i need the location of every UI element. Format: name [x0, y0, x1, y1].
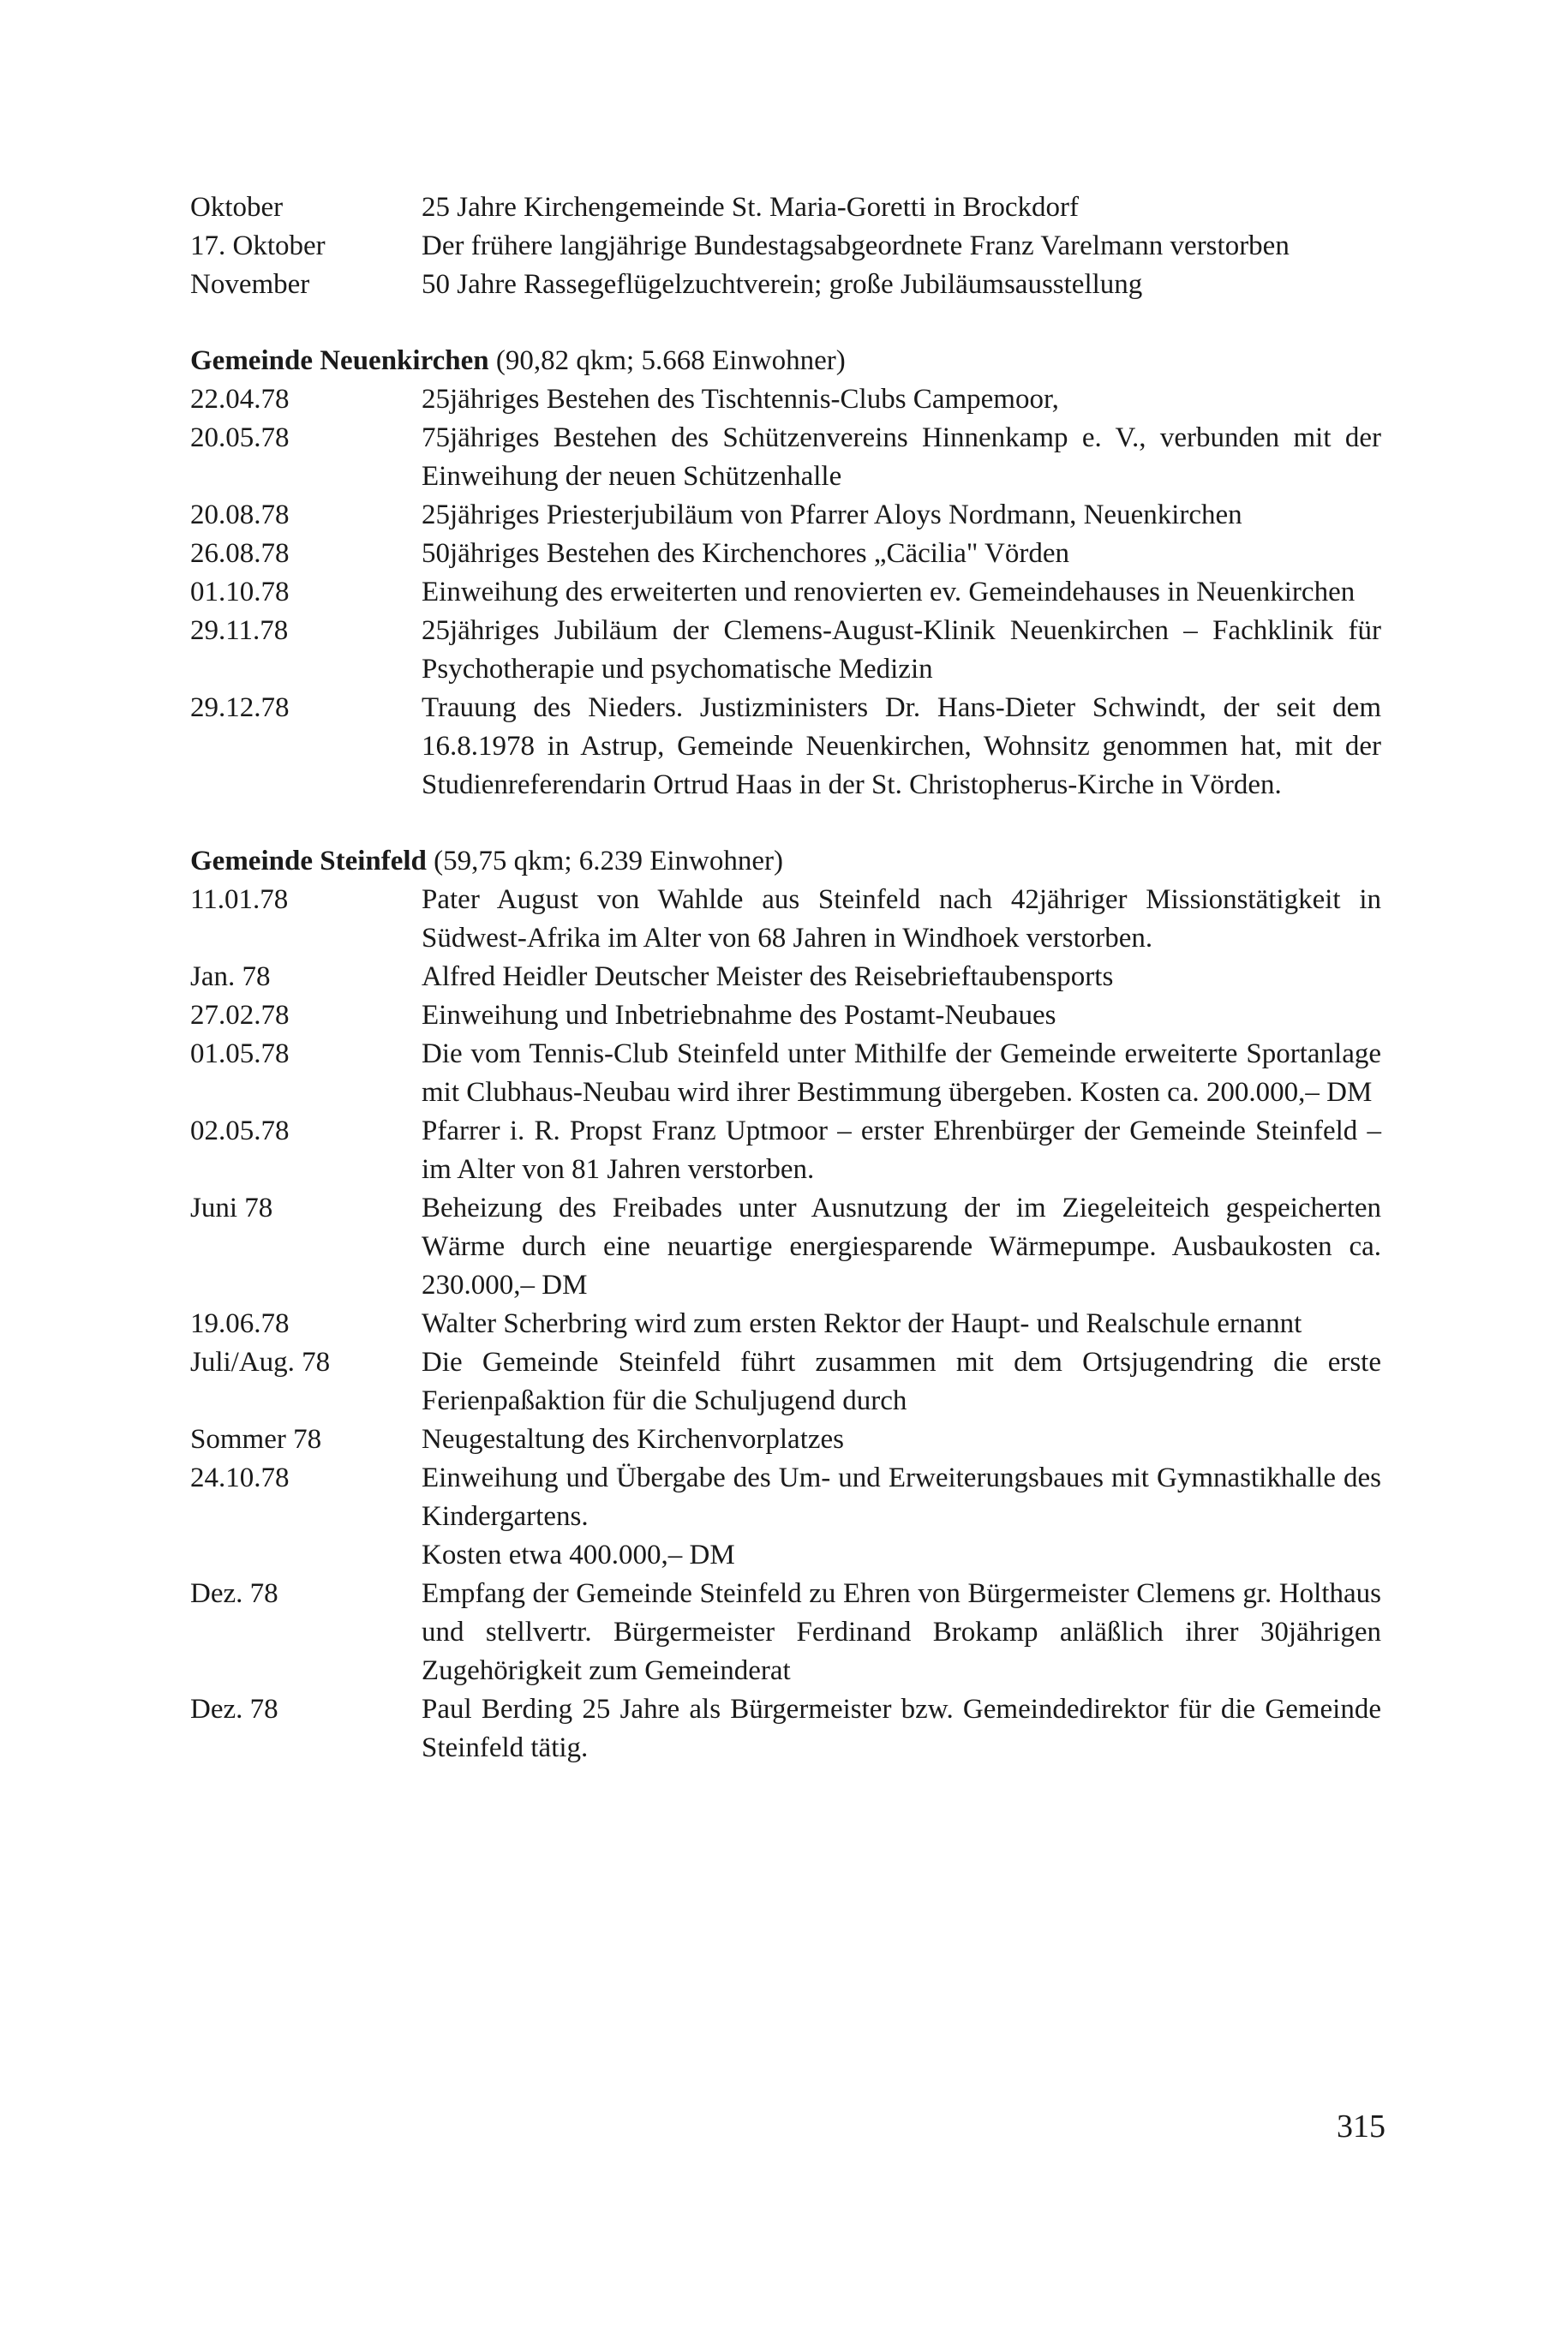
entry-date: Juni 78	[190, 1193, 273, 1223]
entry	[190, 1421, 1390, 1459]
entry-date: 17. Oktober	[190, 230, 326, 261]
entry-date: 20.05.78	[190, 422, 290, 453]
entry-text: Pater August von Wahlde aus Steinfeld nach 42jähriger Missionstätigkeit in Südwest-Afrika im Alter von 68 Jahren in Windhoek verstorben.	[422, 884, 1381, 954]
entry	[190, 266, 1390, 304]
entry-text: Einweihung und Inbetriebnahme des Postamt-Neubaues	[422, 1000, 1056, 1031]
entry-text: Die vom Tennis-Club Steinfeld unter Mithilfe der Gemeinde erweiterte Sportanlage mit Clubhaus-Neubau wird ihrer Bestimmung übergeben. Kosten ca. 200.000,– DM	[422, 1038, 1381, 1108]
entry-text: 50 Jahre Rassegeflügelzuchtverein; große Jubiläumsausstellung	[422, 269, 1143, 300]
entry-text: 25jähriges Bestehen des Tischtennis-Clubs Campemoor,	[422, 384, 1059, 415]
entry-text: Alfred Heidler Deutscher Meister des Reisebrieftaubensports	[422, 961, 1114, 992]
entry	[190, 881, 1390, 958]
entry-text-line: Einweihung und Übergabe des Um- und Erweiterungsbaues mit Gymnastikhalle des Kindergartens.	[422, 1463, 1381, 1532]
entry-text: 75jähriges Bestehen des Schützenvereins Hinnenkamp e. V., verbunden mit der Einweihung der neuen Schützenhalle	[422, 422, 1381, 492]
entry-date: 20.08.78	[190, 499, 290, 530]
entry-date: Juli/Aug. 78	[190, 1347, 331, 1378]
entry-date: Dez. 78	[190, 1578, 278, 1609]
entry-date: 11.01.78	[190, 884, 289, 915]
entry-date: 26.08.78	[190, 538, 290, 569]
entry-text: Beheizung des Freibades unter Ausnutzung der im Ziegeleiteich gespeicherten Wärme durch eine neuartige energiesparende Wärmepumpe. Ausbaukosten ca. 230.000,– DM	[422, 1193, 1381, 1301]
entry	[190, 188, 1390, 227]
entry-date: 29.11.78	[190, 615, 289, 646]
heading-info: (59,75 qkm; 6.239 Einwohner)	[426, 846, 784, 876]
entry-text: 25jähriges Jubiläum der Clemens-August-Klinik Neuenkirchen – Fachklinik für Psychotherapie und psychomatische Medizin	[422, 615, 1381, 685]
entry-date: 27.02.78	[190, 1000, 290, 1031]
entry-date: Jan. 78	[190, 961, 271, 992]
entry-text: Paul Berding 25 Jahre als Bürgermeister bzw. Gemeindedirektor für die Gemeinde Steinfeld tätig.	[422, 1694, 1381, 1763]
entry	[190, 1343, 1390, 1421]
entry	[190, 419, 1390, 496]
entry	[190, 958, 1390, 996]
entry-date: Sommer 78	[190, 1424, 322, 1455]
entry-date: November	[190, 269, 310, 300]
entry-date: 22.04.78	[190, 384, 290, 415]
section-heading-neuenkirchen	[190, 342, 1390, 380]
entry-text: Die Gemeinde Steinfeld führt zusammen mit dem Ortsjugendring die erste Ferienpaßaktion für die Schuljugend durch	[422, 1347, 1381, 1416]
entry-date: 02.05.78	[190, 1116, 290, 1146]
heading-name: Gemeinde Neuenkirchen	[190, 345, 489, 376]
neuenkirchen-section	[190, 380, 1390, 805]
intro-section	[190, 188, 1390, 304]
entry-text: Trauung des Nieders. Justizministers Dr. Hans-Dieter Schwindt, der seit dem 16.8.1978 in Astrup, Gemeinde Neuenkirchen, Wohnsitz genommen hat, mit der Studienreferendarin Ortrud Haas in der St. Christopherus-Kirche in Vörden.	[422, 692, 1381, 800]
entry-text: Empfang der Gemeinde Steinfeld zu Ehren von Bürgermeister Clemens gr. Holthaus und stellvertr. Bürgermeister Ferdinand Brokamp anläßlich ihrer 30jährigen Zugehörigkeit zum Gemeinderat	[422, 1578, 1381, 1686]
entry	[190, 1035, 1390, 1112]
entry	[190, 689, 1390, 805]
entry-text: 25jähriges Priesterjubiläum von Pfarrer Aloys Nordmann, Neuenkirchen	[422, 499, 1242, 530]
page-content	[190, 188, 1390, 1768]
entry	[190, 573, 1390, 612]
entry	[190, 227, 1390, 266]
entry	[190, 1690, 1390, 1768]
entry	[190, 496, 1390, 535]
entry-date: 24.10.78	[190, 1463, 290, 1493]
entry-date: Oktober	[190, 192, 284, 223]
heading-name: Gemeinde Steinfeld	[190, 846, 427, 876]
entry-date: 01.05.78	[190, 1038, 290, 1069]
entry	[190, 1575, 1390, 1690]
entry-text: Der frühere langjährige Bundestagsabgeordnete Franz Varelmann verstorben	[422, 230, 1290, 261]
entry	[190, 380, 1390, 419]
entry-text	[422, 1459, 1381, 1575]
heading-info: (90,82 qkm; 5.668 Einwohner)	[488, 345, 846, 376]
entry	[190, 1189, 1390, 1305]
entry-text: Pfarrer i. R. Propst Franz Uptmoor – erster Ehrenbürger der Gemeinde Steinfeld – im Alter von 81 Jahren verstorben.	[422, 1116, 1381, 1185]
entry	[190, 1305, 1390, 1343]
entry	[190, 1459, 1390, 1575]
entry-text: 25 Jahre Kirchengemeinde St. Maria-Goretti in Brockdorf	[422, 192, 1080, 223]
entry-date: 19.06.78	[190, 1308, 290, 1339]
steinfeld-section	[190, 881, 1390, 1768]
entry-text: Walter Scherbring wird zum ersten Rektor der Haupt- und Realschule ernannt	[422, 1308, 1302, 1339]
entry-text-line: Kosten etwa 400.000,– DM	[422, 1540, 735, 1570]
entry-date: 01.10.78	[190, 577, 290, 607]
entry	[190, 1112, 1390, 1189]
entry-text: Einweihung des erweiterten und renovierten ev. Gemeindehauses in Neuenkirchen	[422, 577, 1356, 607]
entry-text: 50jähriges Bestehen des Kirchenchores „Cäcilia" Vörden	[422, 538, 1070, 569]
entry	[190, 535, 1390, 573]
entry	[190, 612, 1390, 689]
entry-date: 29.12.78	[190, 692, 290, 723]
page-number: 315	[1337, 2109, 1385, 2145]
entry	[190, 996, 1390, 1035]
entry-text: Neugestaltung des Kirchenvorplatzes	[422, 1424, 845, 1455]
entry-date: Dez. 78	[190, 1694, 278, 1725]
section-heading-steinfeld	[190, 842, 1390, 881]
